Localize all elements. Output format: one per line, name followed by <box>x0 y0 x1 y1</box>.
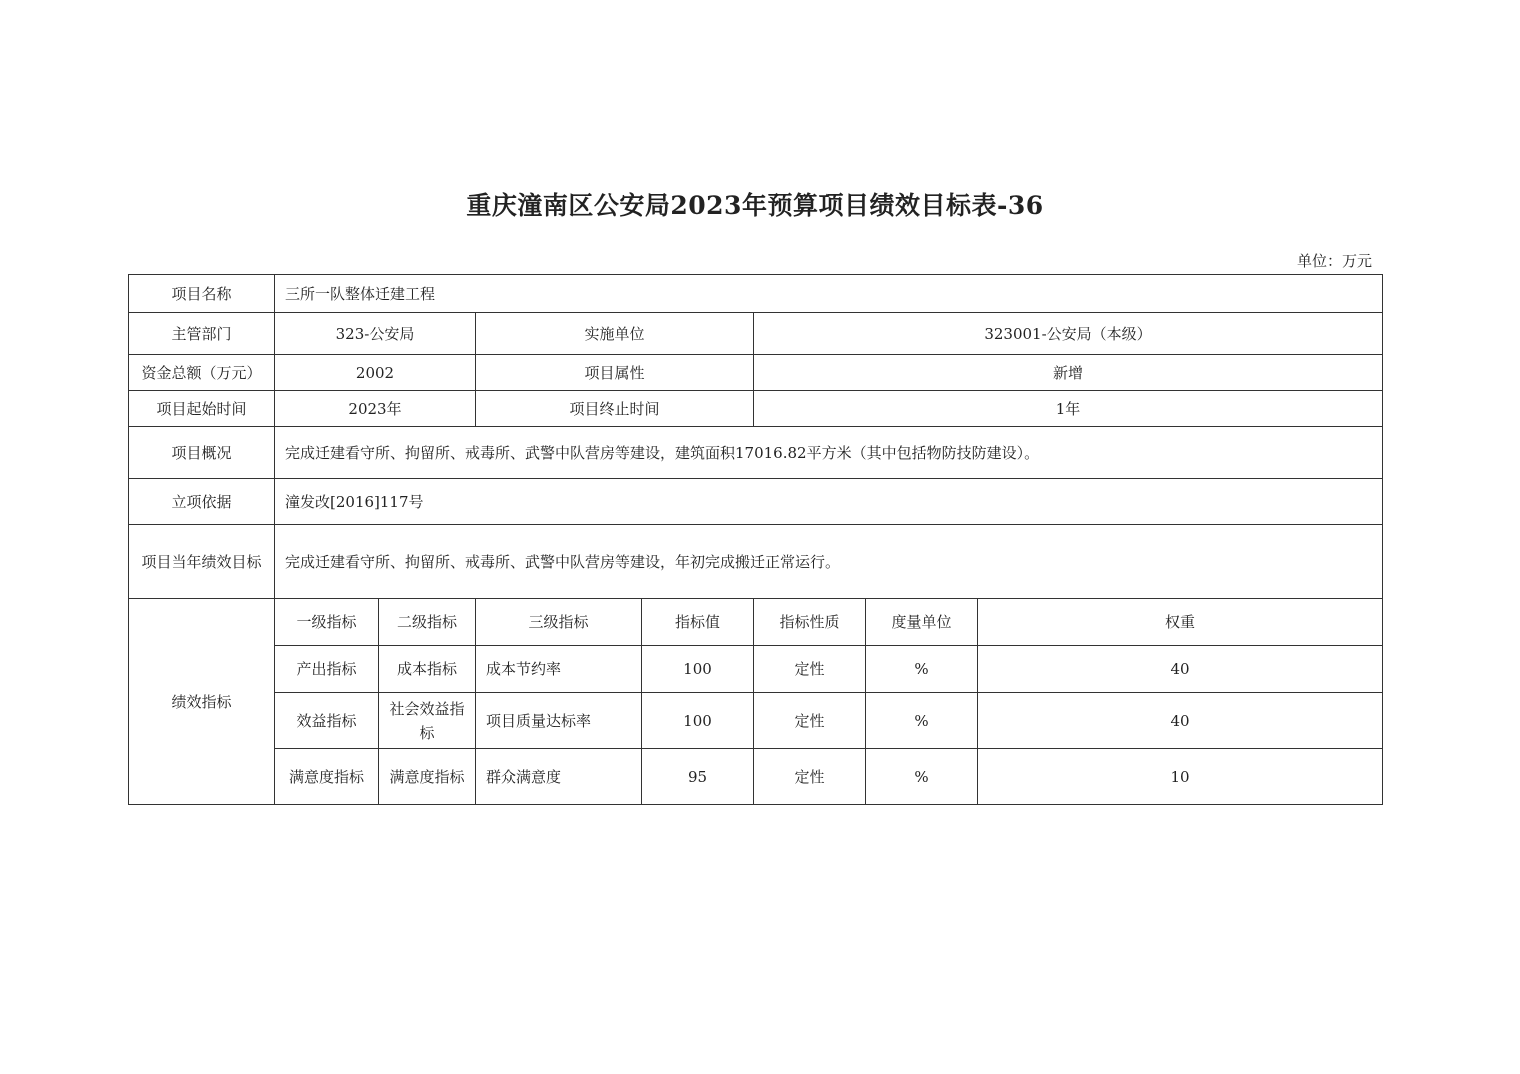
indicator-unit: % <box>866 693 978 749</box>
header-level3: 三级指标 <box>476 599 642 646</box>
project-name-value: 三所一队整体迁建工程 <box>275 275 1383 313</box>
indicator-value: 100 <box>642 646 754 693</box>
header-value: 指标值 <box>642 599 754 646</box>
header-nature: 指标性质 <box>754 599 866 646</box>
indicator-unit: % <box>866 749 978 805</box>
indicator-level2: 满意度指标 <box>379 749 476 805</box>
indicator-weight: 40 <box>978 646 1383 693</box>
header-weight: 权重 <box>978 599 1383 646</box>
overview-value: 完成迁建看守所、拘留所、戒毒所、武警中队营房等建设，建筑面积17016.82平方米（其中包括物防技防建设）。 <box>275 427 1383 479</box>
overview-label: 项目概况 <box>129 427 275 479</box>
indicators-section-label: 绩效指标 <box>129 599 275 805</box>
row-dept <box>129 313 1383 355</box>
dept-value: 323-公安局 <box>275 313 476 355</box>
fund-label: 资金总额（万元） <box>129 355 275 391</box>
basis-value: 潼发改[2016]117号 <box>275 479 1383 525</box>
start-value: 2023年 <box>275 391 476 427</box>
header-unit: 度量单位 <box>866 599 978 646</box>
indicator-nature: 定性 <box>754 693 866 749</box>
dept-label: 主管部门 <box>129 313 275 355</box>
start-label: 项目起始时间 <box>129 391 275 427</box>
row-overview <box>129 427 1383 479</box>
unit-label: 单位：万元 <box>1296 252 1372 270</box>
impl-value: 323001-公安局（本级） <box>754 313 1383 355</box>
table-row <box>129 693 1383 749</box>
indicator-level1: 满意度指标 <box>275 749 379 805</box>
fund-value: 2002 <box>275 355 476 391</box>
table-row <box>129 749 1383 805</box>
indicator-weight: 40 <box>978 693 1383 749</box>
indicator-weight: 10 <box>978 749 1383 805</box>
indicator-nature: 定性 <box>754 749 866 805</box>
row-time <box>129 391 1383 427</box>
end-label: 项目终止时间 <box>476 391 754 427</box>
header-level1: 一级指标 <box>275 599 379 646</box>
row-fund <box>129 355 1383 391</box>
indicator-header-row <box>129 599 1383 646</box>
page-title: 重庆潼南区公安局2023年预算项目绩效目标表-36 <box>466 191 1044 220</box>
goal-value: 完成迁建看守所、拘留所、戒毒所、武警中队营房等建设，年初完成搬迁正常运行。 <box>275 525 1383 599</box>
indicator-nature: 定性 <box>754 646 866 693</box>
indicator-level1: 产出指标 <box>275 646 379 693</box>
indicator-level3: 项目质量达标率 <box>476 693 642 749</box>
end-value: 1年 <box>754 391 1383 427</box>
attr-label: 项目属性 <box>476 355 754 391</box>
indicator-value: 100 <box>642 693 754 749</box>
indicator-unit: % <box>866 646 978 693</box>
indicator-level1: 效益指标 <box>275 693 379 749</box>
indicator-level3: 成本节约率 <box>476 646 642 693</box>
attr-value: 新增 <box>754 355 1383 391</box>
project-name-label: 项目名称 <box>129 275 275 313</box>
goal-label: 项目当年绩效目标 <box>129 525 275 599</box>
impl-label: 实施单位 <box>476 313 754 355</box>
indicator-value: 95 <box>642 749 754 805</box>
row-project-name <box>129 275 1383 313</box>
performance-table <box>128 274 1383 805</box>
header-level2: 二级指标 <box>379 599 476 646</box>
basis-label: 立项依据 <box>129 479 275 525</box>
row-goal <box>129 525 1383 599</box>
table-row <box>129 646 1383 693</box>
indicator-level2: 社会效益指标 <box>379 693 476 749</box>
row-basis <box>129 479 1383 525</box>
indicator-level2: 成本指标 <box>379 646 476 693</box>
indicator-level3: 群众满意度 <box>476 749 642 805</box>
